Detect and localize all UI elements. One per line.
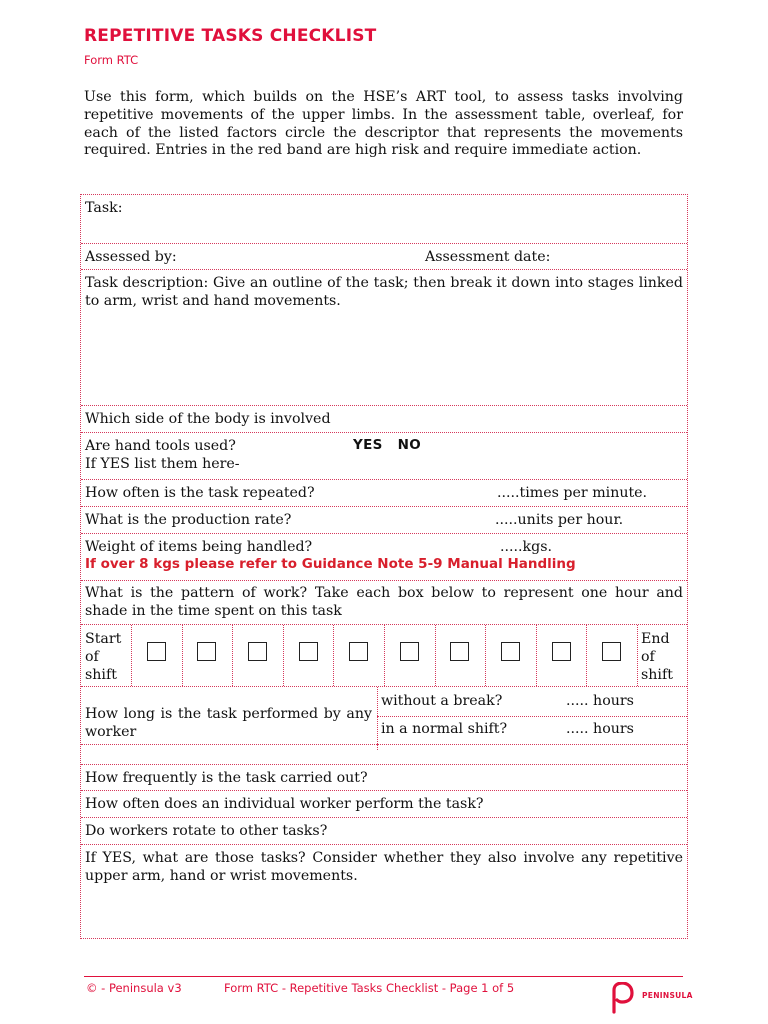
end-of-shift-label: End of shift (641, 631, 673, 683)
repeat-label: How often is the task repeated? (85, 485, 315, 501)
hour-divider (182, 625, 183, 686)
grid-divider (637, 625, 638, 686)
pattern-label: What is the pattern of work? Take each box below to represent one hour and shade in the time spent on this task (85, 585, 683, 619)
hour-divider (586, 625, 587, 686)
pattern-row (81, 581, 687, 625)
task-description-label: Task description: Give an outline of the task; then break it down into stages linked to arm, wrist and hand movements. (85, 275, 683, 309)
brand-name: PENINSULA (642, 991, 693, 1000)
rotate-label: Do workers rotate to other tasks? (85, 823, 328, 839)
hour-box[interactable] (400, 642, 419, 661)
production-label: What is the production rate? (85, 512, 292, 528)
hour-box[interactable] (349, 642, 368, 661)
without-break-label: without a break? (381, 693, 503, 709)
rotate-row[interactable] (81, 818, 687, 845)
duration-bottom-rule (81, 744, 377, 745)
page-title: REPETITIVE TASKS CHECKLIST (84, 26, 377, 46)
other-tasks-label: If YES, what are those tasks? Consider whether they also involve any repetitive upper arm, hand or wrist movements. (85, 850, 683, 884)
individual-label: How often does an individual worker perform the task? (85, 796, 484, 812)
body-side-row[interactable] (81, 406, 687, 433)
hour-divider (485, 625, 486, 686)
body-side-label: Which side of the body is involved (85, 411, 331, 427)
footer-copyright: © - Peninsula v3 (86, 981, 182, 995)
task-label: Task: (85, 200, 123, 216)
normal-shift-hours-field[interactable]: ..... hours (566, 721, 634, 737)
peninsula-p-logo-icon (608, 982, 634, 1014)
hour-divider (435, 625, 436, 686)
normal-shift-label: in a normal shift? (381, 721, 508, 737)
hour-divider (283, 625, 284, 686)
hour-box[interactable] (552, 642, 571, 661)
hand-tools-list-label[interactable]: If YES list them here- (85, 456, 240, 472)
footer-rule (84, 976, 683, 977)
repeat-unit-field[interactable]: .....times per minute. (497, 485, 648, 501)
hour-divider (232, 625, 233, 686)
hand-tools-row (81, 433, 687, 480)
without-break-hours-field[interactable]: ..... hours (566, 693, 634, 709)
yes-no-options[interactable]: YES NO (353, 437, 421, 453)
checklist-form (80, 194, 688, 939)
without-break-cell[interactable] (377, 687, 687, 717)
hour-divider (384, 625, 385, 686)
individual-row[interactable] (81, 791, 687, 818)
task-description-row[interactable] (81, 270, 687, 406)
assessed-by-field[interactable]: Assessed by: (85, 249, 177, 265)
start-of-shift-label: Start of shift (85, 631, 122, 683)
frequency-label: How frequently is the task carried out? (85, 770, 368, 786)
weight-label: Weight of items being handled? (85, 539, 313, 555)
hour-box[interactable] (501, 642, 520, 661)
task-row[interactable] (81, 195, 687, 244)
duration-row (81, 687, 687, 747)
hand-tools-label: Are hand tools used? (85, 438, 236, 454)
intro-paragraph: Use this form, which builds on the HSE’s ART tool, to assess tasks involving repetitive movements of the upper limbs. In the assessment table, overleaf, for each of the listed factors circle the descriptor that represents the movements required. Entries in the red band are high risk and require immediate action. (84, 89, 683, 159)
weight-unit-field[interactable]: .....kgs. (500, 539, 553, 555)
production-unit-field[interactable]: .....units per hour. (495, 512, 624, 528)
footer-page-info: Form RTC - Repetitive Tasks Checklist - Page 1 of 5 (224, 981, 515, 995)
repeat-row (81, 480, 687, 507)
duration-label: How long is the task performed by any worker (85, 706, 372, 740)
hour-box[interactable] (248, 642, 267, 661)
hour-box[interactable] (450, 642, 469, 661)
hour-grid (81, 625, 687, 687)
assessment-date-field[interactable]: Assessment date: (425, 249, 551, 265)
other-tasks-row[interactable] (81, 845, 687, 938)
frequency-row[interactable] (81, 764, 687, 791)
normal-shift-cell[interactable] (377, 716, 687, 745)
production-row (81, 507, 687, 534)
hour-box[interactable] (299, 642, 318, 661)
form-code: Form RTC (84, 53, 139, 67)
grid-divider (131, 625, 132, 686)
hour-box[interactable] (197, 642, 216, 661)
weight-row (81, 534, 687, 581)
weight-warning: If over 8 kgs please refer to Guidance Note 5-9 Manual Handling (85, 556, 576, 572)
hour-divider (536, 625, 537, 686)
hour-divider (333, 625, 334, 686)
hour-box[interactable] (147, 642, 166, 661)
assessed-row (81, 244, 687, 270)
hour-box[interactable] (602, 642, 621, 661)
